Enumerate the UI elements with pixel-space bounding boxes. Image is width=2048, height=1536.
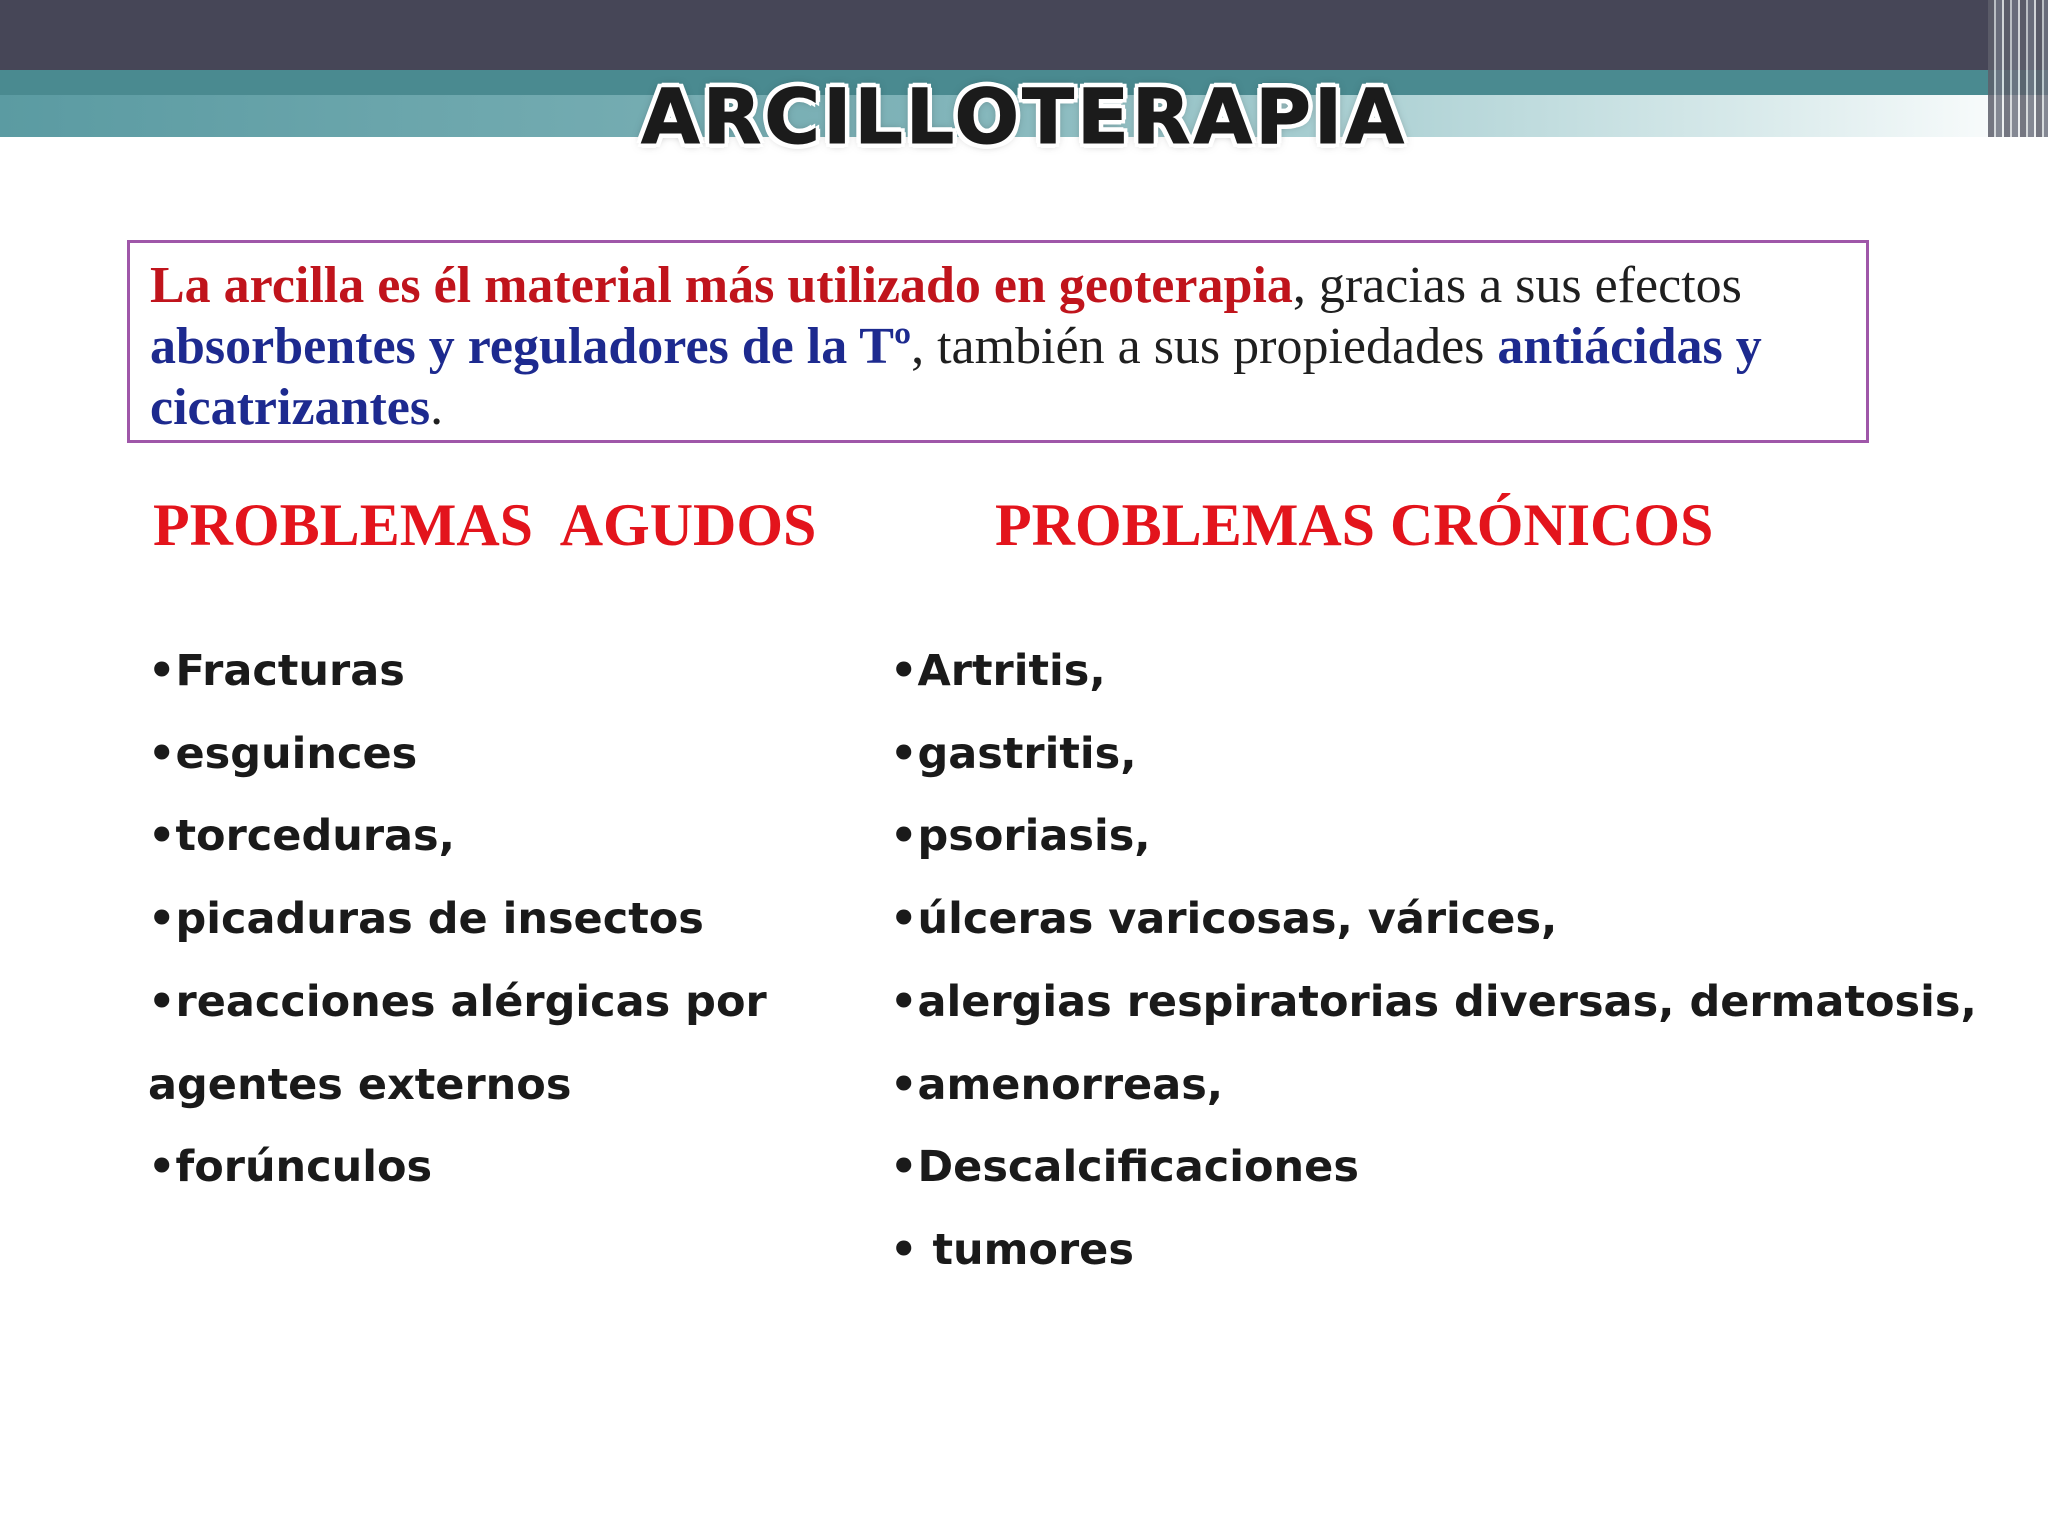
list-item: •torceduras, (148, 811, 455, 862)
intro-highlight-blue: absorbentes y reguladores de la Tº (150, 318, 912, 375)
list-item: agentes externos (148, 1059, 572, 1110)
intro-text-segment: , gracias a sus efectos (1292, 257, 1742, 314)
chronic-problems-list (890, 630, 1977, 1292)
list-item: •picaduras de insectos (148, 894, 704, 945)
list-item: •esguinces (148, 728, 418, 779)
acute-problems-list (148, 630, 767, 1209)
list-item: •amenorreas, (890, 1059, 1224, 1110)
acute-problems-heading: PROBLEMAS AGUDOS (153, 492, 817, 558)
list-item: •Fracturas (148, 646, 405, 696)
list-item: •úlceras varicosas, várices, (890, 894, 1558, 945)
list-item: •forúnculos (148, 1142, 433, 1193)
list-item: •alergias respiratorias diversas, dermatosis, (890, 976, 1977, 1027)
list-item: •psoriasis, (890, 811, 1151, 862)
list-item: •reacciones alérgicas por (148, 976, 767, 1027)
header-band-dark (0, 0, 2048, 70)
chronic-problems-heading: PROBLEMAS CRÓNICOS (995, 492, 1714, 558)
list-item: •gastritis, (890, 728, 1137, 779)
intro-text-segment: . (430, 379, 444, 436)
intro-highlight-blue: antiácidas y cicatrizantes (150, 318, 1762, 436)
list-item: •Descalcificaciones (890, 1142, 1359, 1193)
intro-text-box (127, 240, 1869, 443)
intro-text-segment: , también a sus propiedades (911, 318, 1498, 375)
list-item: •Artritis, (890, 646, 1106, 696)
intro-highlight-red: La arcilla es él material más utilizado en geoterapia (150, 257, 1293, 314)
list-item: • tumores (890, 1224, 1134, 1275)
slide-title: ARCILLOTERAPIA (640, 72, 1408, 161)
